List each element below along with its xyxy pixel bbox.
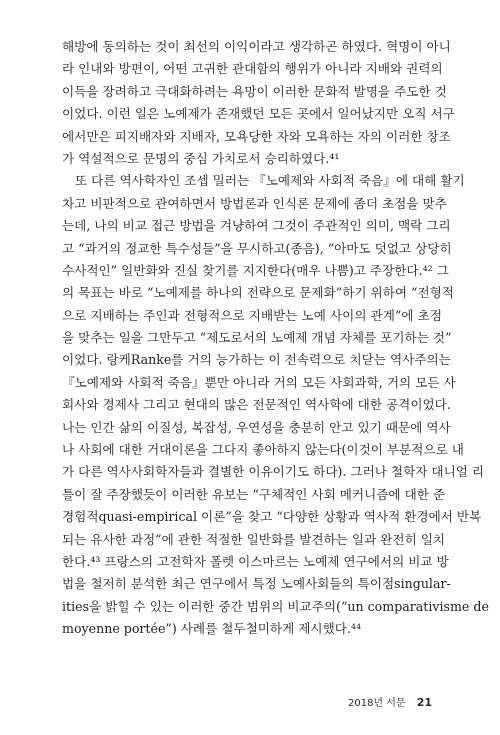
text-line: ities을 밝힐 수 있는 이러한 중간 범위의 비교주의(“un comparativisme de: [62, 598, 489, 614]
text-line: 고 “과거의 정교한 특수성들”을 무시하고(종음), “아마도 덧없고 상당히: [62, 240, 452, 256]
text-line: 법을 철저히 분석한 최근 연구에서 특정 노예사회들의 특이점singular-: [62, 576, 451, 592]
body-text: [62, 36, 489, 641]
text-line: 되는 유사한 과정”에 관한 적절한 일반화를 발견하는 일과 완전히 일치: [62, 531, 446, 547]
text-line: 한다.⁴³ 프랑스의 고전학자 폴렛 이스마르는 노예제 연구에서의 비교 방: [62, 553, 449, 569]
text-line: moyenne portée”) 사례를 철두철미하게 제시했다.⁴⁴: [62, 621, 362, 637]
running-footer-label: 2018년 서문: [347, 698, 406, 709]
text-line: 나는 인간 삶의 이질성, 복잡성, 우연성을 충분히 안고 있기 때문에 역사: [62, 419, 451, 435]
text-line: 에서만은 피지배자와 지배자, 모욕당한 자와 모욕하는 자의 이러한 창조: [62, 128, 451, 144]
text-line: 이었다. 이런 일은 노예제가 존재했던 모든 곳에서 일어났지만 오직 서구: [62, 106, 455, 122]
text-line: 경험적quasi-empirical 이론”을 찾고 “다양한 상황과 역사적 환경에서 반복: [62, 509, 482, 525]
text-line: 틀이 잘 주장했듯이 이러한 유보는 “구체적인 사회 메커니즘에 대한 준: [62, 486, 446, 502]
text-line: 을 맞추는 일을 그만두고 “제도로서의 노예제 개념 자체를 포기하는 것”: [62, 330, 452, 346]
paragraph-first-line: 또 다른 역사학자인 조셉 밀러는 『노예제와 사회적 죽음』에 대해 활기: [75, 173, 465, 189]
text-line: 차고 비판적으로 관여하면서 방법론과 인식론 문제에 좀더 초점을 맞추: [62, 195, 447, 211]
text-line: 라 인내와 방편이, 어떤 고귀한 관대함의 행위가 아니라 지배와 권력의: [62, 61, 443, 77]
text-line: 가 역설적으로 문명의 중심 가치로서 승리하였다.⁴¹: [62, 150, 340, 166]
text-line: 나 사회에 대한 거대이론을 그다지 좋아하지 않는다(이것이 부분적으로 내: [62, 442, 464, 458]
text-line: 『노예제와 사회적 죽음』뿐만 아니라 거의 모든 사회과학, 거의 모든 사: [62, 374, 456, 390]
text-line: 이었다. 랑케Ranke를 거의 능가하는 이 전속력으로 치닫는 역사주의는: [62, 352, 451, 368]
page-number: 21: [416, 696, 432, 709]
text-line: 수사적인” 일반화와 진실 찾기를 지지한다(매우 나쁨)고 주장한다.⁴² 그: [62, 262, 449, 278]
text-line: 가 다른 역사사회학자들과 결별한 이유이기도 하다). 그러나 철학자 대니얼 리: [62, 464, 485, 480]
page-footer: [348, 691, 432, 710]
text-line: 이득을 장려하고 극대화하려는 욕망이 이러한 문화적 발명을 주도한 것: [62, 83, 447, 99]
text-line: 는데, 나의 비교 접근 방법을 겨냥하여 그것이 주관적인 의미, 맥락 그리: [62, 218, 451, 234]
text-line: 회사와 경제사 그리고 현대의 많은 전문적인 역사학에 대한 공격이었다.: [62, 397, 451, 413]
text-line: 의 목표는 바로 “노예제를 하나의 전략으로 문제화”하기 위하여 “전형적: [62, 285, 454, 301]
text-line: 으로 지배하는 주인과 전형적으로 지배받는 노예 사이의 관계”에 초점: [62, 307, 442, 323]
text-line: 해방에 동의하는 것이 최선의 이익이라고 생각하곤 하였다. 혁명이 아니: [62, 39, 451, 54]
